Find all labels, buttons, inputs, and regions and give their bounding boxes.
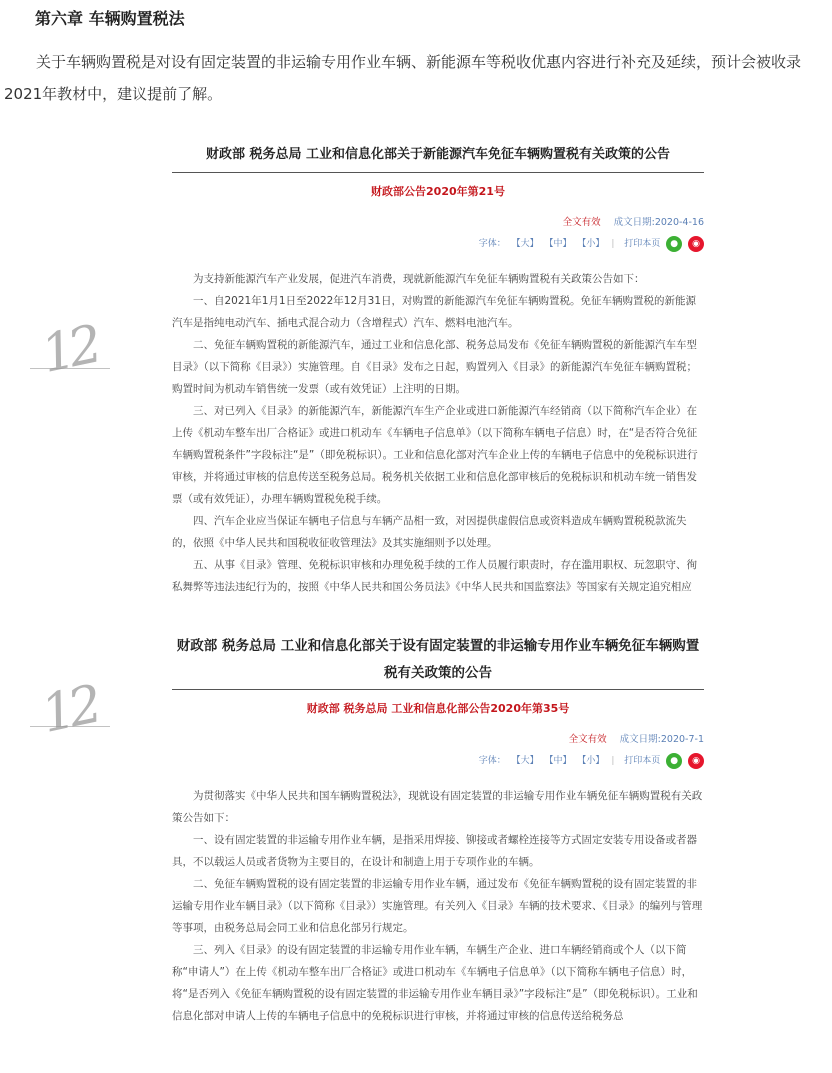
doc1-paragraph: 一、自2021年1月1日至2022年12月31日，对购置的新能源汽车免征车辆购置税。免征车辆购置税的新能源汽车是指纯电动汽车、插电式混合动力（含增程式）汽车、燃料电池汽车。 (172, 295, 697, 329)
doc2-title: 财政部 税务总局 工业和信息化部关于设有固定装置的非运输专用作业车辆免征车辆购置税有关政策的公告 (176, 638, 700, 681)
doc2-paragraph: 为贯彻落实《中华人民共和国车辆购置税法》，现就设有固定装置的非运输专用作业车辆免征车辆购置税有关政策公告如下： (172, 790, 703, 824)
doc1-paragraph: 为支持新能源汽车产业发展，促进汽车消费，现就新能源汽车免征车辆购置税有关政策公告如下： (193, 273, 645, 285)
doc2-number: 财政部 税务总局 工业和信息化部公告2020年第35号 (306, 702, 570, 715)
doc1-date: 成文日期:2020-4-16 (613, 217, 704, 228)
font-size-label: 字体： (478, 239, 506, 249)
toolbar-separator: | (611, 239, 615, 249)
doc1-paragraph: 三、对已列入《目录》的新能源汽车，新能源汽车生产企业或进口新能源汽车经销商（以下简称汽车企业）在上传《机动车整车出厂合格证》或进口机动车《车辆电子信息单》（以下简称车辆电子信息）时，在“是否符合免征车辆购置税条件”字段标注“是”（即免税标识）。工业和信息化部对汽车企业上传的车辆电子信息中的免税标识进行审核，并将通过审核的信息传送至税务总局。税务机关依据工业和信息化部审核后的免税标识和机动车统一销售发票（或有效凭证），办理车辆购置税免税手续。 (172, 405, 698, 505)
doc2-validity: 全文有效 (568, 734, 607, 745)
doc2-title-rule (172, 689, 704, 690)
doc2-toolbar (172, 751, 704, 771)
wechat-share-icon[interactable]: ● (666, 753, 682, 769)
doc2-body (172, 785, 704, 1027)
font-small-link[interactable]: 【小】 (577, 239, 605, 249)
wechat-share-icon[interactable]: ● (666, 236, 682, 252)
doc2-paragraph: 三、列入《目录》的设有固定装置的非运输专用作业车辆，车辆生产企业、进口车辆经销商或个人（以下简称“申请人”）在上传《机动车整车出厂合格证》或进口机动车《车辆电子信息单》（以下简称车辆电子信息）时，将“是否列入《免征车辆购置税的设有固定装置的非运输专用作业车辆目录》”字段标注“是”（即免税标识）。工业和信息化部对申请人上传的车辆电子信息中的免税标识进行审核，并将通过审核的信息传送给税务总 (172, 944, 698, 1022)
doc1-validity: 全文有效 (562, 217, 601, 228)
weibo-share-icon[interactable]: ◉ (688, 753, 704, 769)
toolbar-separator: | (611, 756, 615, 766)
font-large-link[interactable]: 【大】 (511, 239, 539, 249)
doc1-number: 财政部公告2020年第21号 (371, 185, 505, 198)
doc1-meta (172, 214, 704, 228)
doc1-paragraph: 四、汽车企业应当保证车辆电子信息与车辆产品相一致，对因提供虚假信息或资料造成车辆购置税税款流失的，依照《中华人民共和国税收征收管理法》及其实施细则予以处理。 (172, 515, 687, 549)
announcement-2020-21 (172, 138, 704, 598)
watermark-line-1 (30, 368, 110, 369)
font-medium-link[interactable]: 【中】 (544, 756, 572, 766)
watermark-mark-2: 12 (36, 675, 102, 745)
doc2-paragraph: 一、设有固定装置的非运输专用作业车辆，是指采用焊接、铆接或者螺栓连接等方式固定安装专用设备或者器具，不以载运人员或者货物为主要目的，在设计和制造上用于专项作业的车辆。 (172, 834, 697, 868)
intro-paragraph: 关于车辆购置税是对设有固定装置的非运输专用作业车辆、新能源车等税收优惠内容进行补充及延续，预计会被收录2021年教材中，建议提前了解。 (4, 53, 802, 103)
doc1-toolbar (172, 234, 704, 254)
font-large-link[interactable]: 【大】 (511, 756, 539, 766)
doc2-paragraph: 二、免征车辆购置税的设有固定装置的非运输专用作业车辆，通过发布《免征车辆购置税的设有固定装置的非运输专用作业车辆目录》（以下简称《目录》）实施管理。有关列入《目录》车辆的技术要求、《目录》的编列与管理等事项，由税务总局会同工业和信息化部另行规定。 (172, 878, 703, 934)
doc1-title: 财政部 税务总局 工业和信息化部关于新能源汽车免征车辆购置税有关政策的公告 (205, 147, 671, 162)
font-size-label: 字体： (478, 756, 506, 766)
print-link[interactable]: 打印本页 (624, 239, 661, 249)
doc2-meta (172, 731, 704, 745)
doc1-body (172, 268, 704, 598)
announcement-2020-35 (172, 633, 704, 1027)
print-link[interactable]: 打印本页 (624, 756, 661, 766)
weibo-share-icon[interactable]: ◉ (688, 236, 704, 252)
chapter-title: 第六章 车辆购置税法 (35, 9, 185, 28)
doc1-paragraph: 二、免征车辆购置税的新能源汽车，通过工业和信息化部、税务总局发布《免征车辆购置税的新能源汽车车型目录》（以下简称《目录》）实施管理。自《目录》发布之日起，购置列入《目录》的新能源汽车免征车辆购置税；购置时间为机动车销售统一发票（或有效凭证）上注明的日期。 (172, 339, 697, 395)
font-medium-link[interactable]: 【中】 (544, 239, 572, 249)
watermark-line-2 (30, 726, 110, 727)
watermark-mark-1: 12 (36, 315, 102, 385)
doc2-date: 成文日期:2020-7-1 (619, 734, 704, 745)
doc1-paragraph: 五、从事《目录》管理、免税标识审核和办理免税手续的工作人员履行职责时，存在滥用职权、玩忽职守、徇私舞弊等违法违纪行为的，按照《中华人民共和国公务员法》《中华人民共和国监察法》等国家有关规定追究相应 (172, 559, 697, 593)
font-small-link[interactable]: 【小】 (577, 756, 605, 766)
doc1-title-rule (172, 172, 704, 173)
